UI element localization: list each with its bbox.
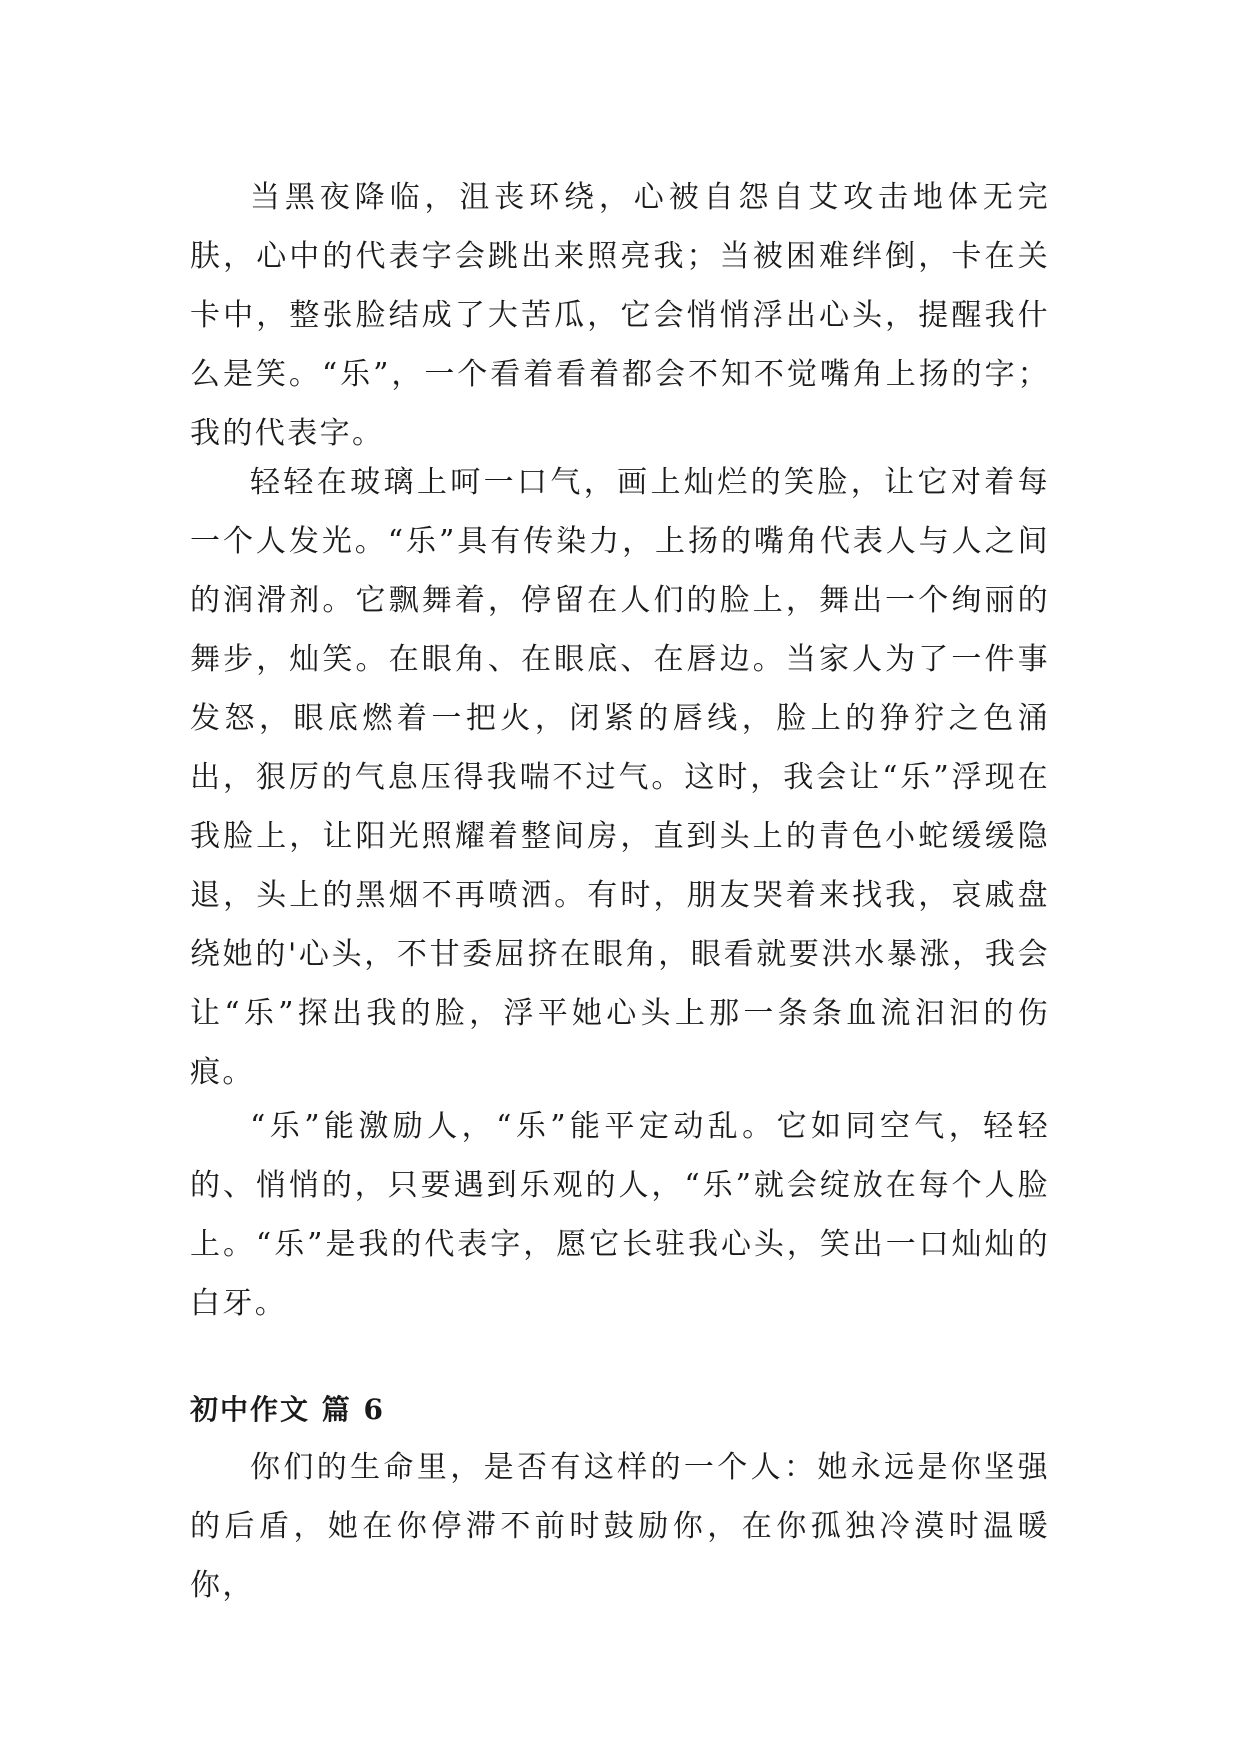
paragraph-block-4	[190, 1438, 1050, 1615]
section-heading-block	[190, 1390, 1050, 1430]
paragraph: 当黑夜降临，沮丧环绕，心被自怨自艾攻击地体无完肤，心中的代表字会跳出来照亮我；当被困难绊倒，卡在关卡中，整张脸结成了大苦瓜，它会悄悄浮出心头，提醒我什么是笑。“乐”，一个看着看着都会不知不觉嘴角上扬的字；我的代表字。	[190, 180, 1050, 451]
paragraph: 你们的生命里，是否有这样的一个人：她永远是你坚强的后盾，她在你停滞不前时鼓励你，在你孤独冷漠时温暖你，	[190, 1450, 1050, 1603]
paragraph-block-3	[190, 1097, 1050, 1333]
paragraph-block-1	[190, 168, 1050, 463]
paragraph-block-2	[190, 453, 1050, 1102]
paragraph: “乐”能激励人，“乐”能平定动乱。它如同空气，轻轻的、悄悄的，只要遇到乐观的人，“乐”就会绽放在每个人脸上。“乐”是我的代表字，愿它长驻我心头，笑出一口灿灿的白牙。	[190, 1109, 1050, 1321]
paragraph: 轻轻在玻璃上呵一口气，画上灿烂的笑脸，让它对着每一个人发光。“乐”具有传染力，上扬的嘴角代表人与人之间的润滑剂。它飘舞着，停留在人们的脸上，舞出一个绚丽的舞步，灿笑。在眼角、在眼底、在唇边。当家人为了一件事发怒，眼底燃着一把火，闭紧的唇线，脸上的狰狞之色涌出，狠厉的气息压得我喘不过气。这时，我会让“乐”浮现在我脸上，让阳光照耀着整间房，直到头上的青色小蛇缓缓隐退，头上的黑烟不再喷洒。有时，朋友哭着来找我，哀戚盘绕她的'心头，不甘委屈挤在眼角，眼看就要洪水暴涨，我会让“乐”探出我的脸，浮平她心头上那一条条血流汩汩的伤痕。	[190, 465, 1050, 1090]
section-heading: 初中作文 篇 6	[190, 1393, 385, 1426]
